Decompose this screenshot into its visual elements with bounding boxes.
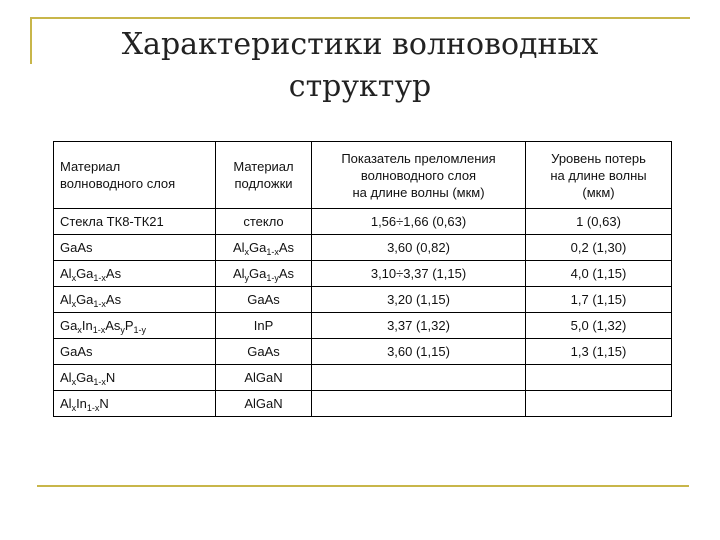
formula-part: AlGaN [244, 396, 283, 411]
cell-substrate-material [216, 235, 312, 261]
header-line: Материал [60, 159, 121, 174]
header-line: (мкм) [582, 184, 615, 200]
formula-part: Ga [249, 240, 267, 255]
cell-waveguide-material [54, 365, 216, 391]
header-line: Показатель преломления [341, 150, 496, 166]
formula-part: Al [60, 396, 72, 411]
cell-loss-level: 1 (0,63) [526, 209, 672, 235]
formula-part: P [124, 318, 134, 333]
cell-refractive-index: 3,10÷3,37 (1,15) [312, 261, 526, 287]
cell-substrate-material [216, 391, 312, 417]
cell-loss-level [526, 391, 672, 417]
formula-subscript: x [71, 377, 77, 387]
formula-part: Al [60, 370, 72, 385]
header-line: на длине волны (мкм) [352, 184, 485, 200]
formula-part: As [105, 318, 121, 333]
header-waveguide-material [54, 142, 216, 209]
formula-part: As [278, 266, 295, 281]
table-row [54, 209, 672, 235]
cell-loss-level: 5,0 (1,32) [526, 313, 672, 339]
formula-subscript: x [71, 273, 77, 283]
formula-subscript: 1-y [133, 325, 147, 335]
formula-part: AlGaN [244, 370, 283, 385]
table-row [54, 261, 672, 287]
cell-substrate-material [216, 287, 312, 313]
cell-loss-level: 0,2 (1,30) [526, 235, 672, 261]
formula-part: Al [232, 240, 245, 255]
formula-subscript: 1-x [266, 247, 279, 257]
formula-part: As [278, 240, 295, 255]
cell-waveguide-material [54, 313, 216, 339]
cell-refractive-index: 3,20 (1,15) [312, 287, 526, 313]
formula-part: Al [60, 292, 72, 307]
formula-part: Ga [76, 370, 94, 385]
header-line: волноводного слоя [360, 167, 477, 183]
formula-part: N [99, 396, 109, 411]
formula-part: Ga [76, 266, 94, 281]
formula-subscript: 1-x [93, 273, 106, 283]
cell-loss-level: 1,7 (1,15) [526, 287, 672, 313]
header-loss-level [526, 142, 672, 209]
formula-part: In [81, 318, 93, 333]
cell-waveguide-material [54, 339, 216, 365]
header-substrate-material [216, 142, 312, 209]
formula-part: InP [253, 318, 274, 333]
table-row [54, 287, 672, 313]
table-row [54, 365, 672, 391]
cell-loss-level: 4,0 (1,15) [526, 261, 672, 287]
cell-refractive-index [312, 391, 526, 417]
header-refractive-index [312, 142, 526, 209]
formula-subscript: y [244, 273, 250, 283]
formula-part: N [105, 370, 116, 385]
table-row [54, 313, 672, 339]
cell-substrate-material [216, 261, 312, 287]
cell-refractive-index: 3,37 (1,32) [312, 313, 526, 339]
cell-refractive-index [312, 365, 526, 391]
waveguide-structures-table [53, 141, 672, 417]
cell-substrate-material [216, 339, 312, 365]
formula-subscript: x [77, 325, 82, 335]
cell-waveguide-material [54, 209, 216, 235]
formula-part: As [105, 266, 122, 281]
slide-title [60, 24, 660, 108]
formula-part: стекло [243, 214, 284, 229]
formula-subscript: 1-x [92, 325, 106, 335]
formula-part: As [105, 292, 122, 307]
cell-substrate-material [216, 365, 312, 391]
cell-waveguide-material [54, 391, 216, 417]
slide-title-line-1: Характеристики волноводных [121, 27, 599, 62]
cell-waveguide-material [54, 287, 216, 313]
header-line: подложки [234, 176, 293, 191]
formula-part: Ga [60, 318, 78, 333]
formula-part: GaAs [247, 292, 280, 307]
formula-part: In [76, 396, 87, 411]
cell-refractive-index: 3,60 (0,82) [312, 235, 526, 261]
formula-part: GaAs [247, 344, 280, 359]
cell-waveguide-material [54, 261, 216, 287]
cell-refractive-index: 3,60 (1,15) [312, 339, 526, 365]
formula-subscript: 1-y [266, 273, 279, 283]
formula-part: Ga [249, 266, 267, 281]
formula-part: Стекла ТК8-ТК21 [60, 214, 164, 229]
cell-loss-level: 1,3 (1,15) [526, 339, 672, 365]
table-row [54, 391, 672, 417]
formula-subscript: x [71, 403, 77, 413]
table-body [54, 209, 672, 417]
formula-subscript: x [244, 247, 250, 257]
decorative-vertical-line [30, 17, 32, 64]
formula-part: Al [232, 266, 245, 281]
decorative-top-line [30, 17, 690, 19]
cell-substrate-material [216, 313, 312, 339]
formula-part: GaAs [60, 344, 93, 359]
formula-part: Ga [76, 292, 94, 307]
formula-subscript: 1-x [93, 299, 106, 309]
cell-loss-level [526, 365, 672, 391]
formula-subscript: x [71, 299, 77, 309]
table-row [54, 339, 672, 365]
formula-subscript: 1-x [86, 403, 100, 413]
table-row [54, 235, 672, 261]
formula-part: GaAs [60, 240, 93, 255]
header-line: волноводного слоя [60, 176, 176, 191]
slide-title-line-2: структур [288, 69, 432, 104]
formula-part: Al [60, 266, 72, 281]
table-header-row [54, 142, 672, 209]
header-line: на длине волны [550, 167, 647, 183]
formula-subscript: 1-x [93, 377, 106, 387]
cell-refractive-index: 1,56÷1,66 (0,63) [312, 209, 526, 235]
cell-substrate-material [216, 209, 312, 235]
formula-subscript: y [120, 325, 125, 335]
cell-waveguide-material [54, 235, 216, 261]
decorative-bottom-line [37, 485, 689, 487]
header-line: Уровень потерь [551, 150, 646, 166]
header-line: Материал [233, 159, 294, 174]
